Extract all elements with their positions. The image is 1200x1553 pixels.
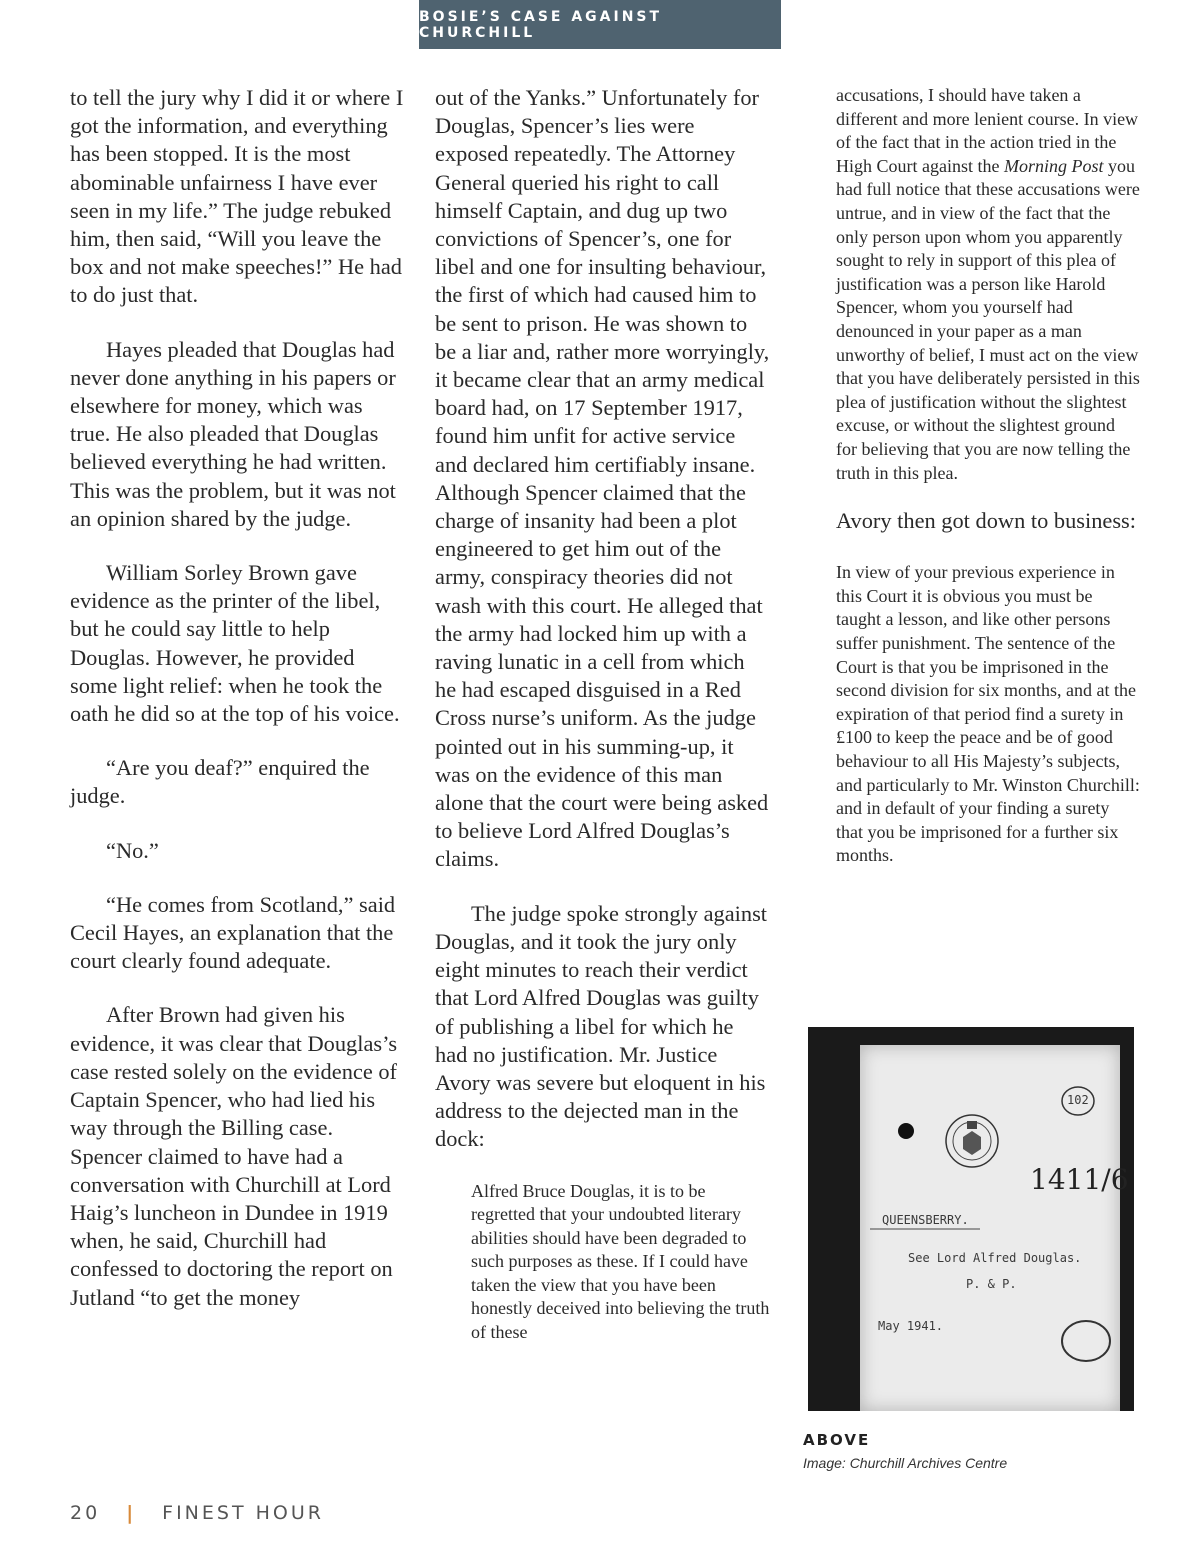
section-header (419, 0, 781, 49)
paragraph: Hayes pleaded that Douglas had never done anything in his papers or elsewhere for money, which was true. He also pleaded that Douglas believed everything he had written. This was the problem, but it was not an opinion shared by the judge. (70, 336, 396, 531)
page-footer (70, 1502, 324, 1524)
column-3 (800, 84, 1140, 890)
paragraph: “He comes from Scotland,” said Cecil Hayes, an explanation that the court clearly found adequate. (70, 891, 396, 974)
archive-stamp (1062, 1321, 1110, 1361)
card-heading: QUEENSBERRY. (882, 1213, 969, 1227)
quote-text: you had full notice that these accusations were untrue, and in view of the fact that the only person upon whom you apparently sought to rely in support of this plea of justification was a person like Harold Spencer, whom you yourself had denounced in your paper as a man unworthy of belief, I must act on the view that you have deliberately persisted in this plea of justification without the slightest excuse, or without the slightest ground for believing that you are now telling the truth in this plea. (836, 155, 1140, 483)
card-date: May 1941. (878, 1319, 944, 1333)
paragraph: The judge spoke strongly against Douglas, and it took the jury only eight minutes to reach their verdict that Lord Alfred Douglas was guilty of publishing a libel for which he had no justification. Mr. Justice Avory was severe but eloquent in his address to the dejected man in the dock: (435, 900, 767, 1152)
paragraph: “No.” (106, 837, 159, 863)
caption-title: ABOVE (803, 1431, 871, 1449)
paragraph: out of the Yanks.” Unfortunately for Douglas, Spencer’s lies were exposed repeatedly. The Attorney General queried his right to call himself Captain, and dug up two convictions of Spencer’s, one for libel and one for insulting behaviour, the first of which had caused him to be sent to prison. He was shown to be a liar and, rather more worryingly, it became clear that an army medical board had, on 17 September 1917, found him unfit for active service and declared him certifiably insane. Although Spencer claimed that the charge of insanity had been a plot engineered to get him out of the army, conspiracy theories did not wash with this court. He alleged that the army had locked him up with a raving lunatic in a cell from which he had escaped disguised in a Red Cross nurse’s uniform. As the judge pointed out in his summing-up, it was on the evidence of this man alone that the court were being asked to believe Lord Alfred Douglas’s claims. (435, 85, 770, 872)
handwritten-number: 1411/6 (1030, 1163, 1129, 1196)
punch-hole (898, 1123, 914, 1139)
ref-number: 102 (1067, 1093, 1089, 1107)
column-1 (70, 84, 405, 1312)
paragraph: “Are you deaf?” enquired the judge. (70, 755, 370, 809)
newspaper-title: Morning Post (1003, 155, 1104, 176)
section-title: BOSIE’S CASE AGAINST CHURCHILL (419, 8, 663, 41)
archive-index-card (860, 1045, 1129, 1411)
royal-crest-icon (946, 1115, 998, 1167)
archive-photo (808, 1027, 1134, 1411)
card-line: See Lord Alfred Douglas. (908, 1251, 1082, 1265)
image-credit: Image: Churchill Archives Centre (803, 1455, 1008, 1471)
paragraph: William Sorley Brown gave evidence as the printer of the libel, but he could say little to help Douglas. However, he provided some light relief: when he took the oath he did so at the top of his voice. (70, 560, 400, 727)
magazine-name: FINEST HOUR (162, 1502, 324, 1524)
sentence-quote: In view of your previous experience in this Court it is obvious you must be taught a lesson, and like other persons suffer punishment. The sentence of the Court is that you be imprisoned in the second division for six months, and at the expiration of that period find a surety in £100 to keep the peace and be of good behaviour to all His Majesty’s subjects, and particularly to Mr. Winston Churchill: and in default of your finding a surety that you be imprisoned for a further six months. (836, 562, 1140, 866)
page-number: 20 (70, 1502, 101, 1524)
block-quote-continued (800, 84, 1140, 485)
paragraph: Avory then got down to business: (836, 508, 1136, 534)
column-2 (435, 84, 770, 1367)
card-line: P. & P. (966, 1277, 1017, 1291)
block-quote: Alfred Bruce Douglas, it is to be regretted that your undoubted literary abilities should have been degraded to such purposes as these. If I could have taken the view that you have been honestly deceived into believing the truth of these (471, 1180, 770, 1343)
quote-text: accusations, I should have taken a different and more lenient course. In view of the fact that in the action tried in the High Court against the (836, 85, 1139, 176)
footer-separator: | (126, 1502, 137, 1524)
paragraph: to tell the jury why I did it or where I got the information, and everything has been stopped. It is the most abominable unfairness I have ever seen in my life.” The judge rebuked him, then said, “Will you leave the box and not make speeches!” He had to do just that. (70, 85, 404, 308)
paragraph: After Brown had given his evidence, it was clear that Douglas’s case rested solely on the evidence of Captain Spencer, who had lied his way through the Billing case. Spencer claimed to have had a conversation with Churchill at Lord Haig’s luncheon in Dundee in 1919 when, he said, Churchill had confessed to doctoring the report on Jutland “to get the money (70, 1002, 398, 1310)
